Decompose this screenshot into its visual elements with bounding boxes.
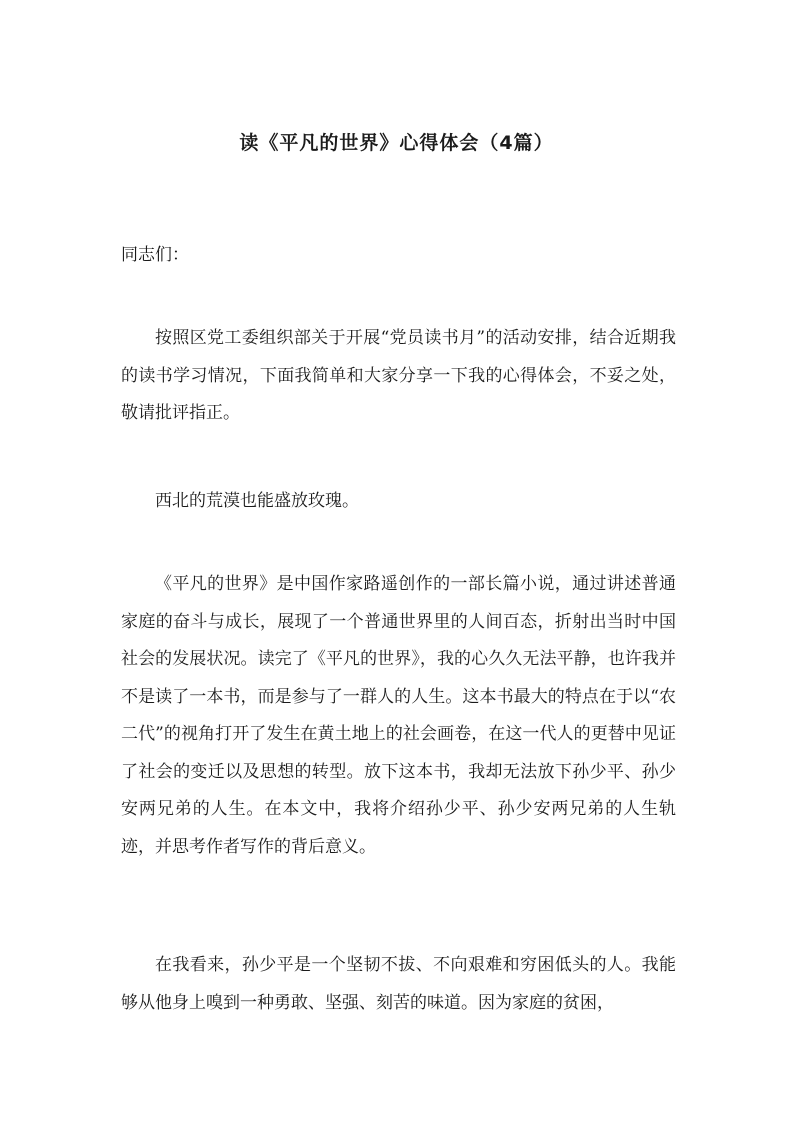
paragraph-3: 《平凡的世界》是中国作家路遥创作的一部长篇小说，通过讲述普通家庭的奋斗与成长，展现了一个普通世界里的人间百态，折射出当时中国社会的发展状况。读完了《平凡的世界》，我的心久久无法平静，也许我并不是读了一本书，而是参与了一群人的人生。这本书最大的特点在于以“农二代”的视角打开了发生在黄土地上的社会画卷，在这一代人的更替中见证了社会的变迁以及思想的转型。放下这本书，我却无法放下孙少平、孙少安两兄弟的人生。在本文中，我将介绍孙少平、孙少安两兄弟的人生轨迹，并思考作者写作的背后意义。 xyxy=(121,574,676,857)
paragraph-4: 在我看来，孙少平是一个坚韧不拔、不向艰难和穷困低头的人。我能够从他身上嗅到一种勇敢、坚强、刻苦的味道。因为家庭的贫困， xyxy=(121,955,676,1013)
salutation: 同志们： xyxy=(121,245,189,265)
paragraph-2: 西北的荒漠也能盛放玫瑰。 xyxy=(155,491,359,511)
paragraph-1: 按照区党工委组织部关于开展“党员读书月”的活动安排，结合近期我的读书学习情况，下面我简单和大家分享一下我的心得体会，不妥之处，敬请批评指正。 xyxy=(121,328,676,423)
document-title: 读《平凡的世界》心得体会（4篇） xyxy=(239,132,554,154)
